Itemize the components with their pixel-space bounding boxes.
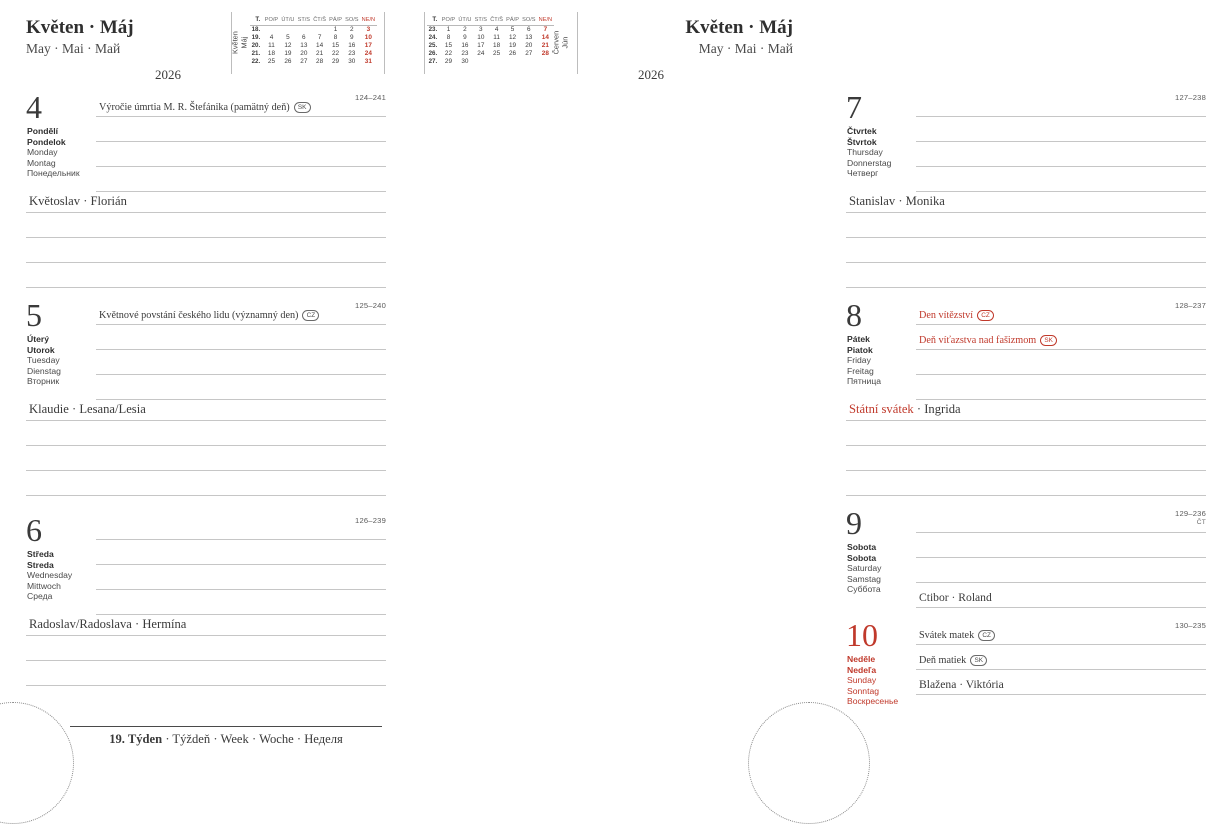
- mini-day: 27: [300, 57, 308, 65]
- weekday-ru: Пятница: [847, 376, 882, 387]
- left-page: [0, 0, 409, 768]
- left-header: [26, 16, 181, 83]
- nameday-line[interactable]: [916, 670, 1206, 695]
- mini-day: 9: [350, 33, 354, 41]
- weekday-sk: Utorok: [27, 344, 55, 355]
- mini-week-row: [250, 42, 377, 50]
- mini-day: 2: [350, 25, 354, 33]
- day-weekday-names: [847, 334, 881, 387]
- mini-day: 8: [333, 33, 338, 41]
- mini-day: [312, 25, 328, 34]
- note-text: Výročie úmrtia M. R. Štefánika (pamätný deň) SK: [99, 102, 311, 113]
- right-mini-month-label: Červen Jún: [550, 30, 569, 55]
- mini-day: 28: [316, 57, 324, 65]
- weekday-cs: Úterý: [27, 334, 49, 344]
- mini-day: 4: [269, 33, 274, 41]
- note-line[interactable]: [96, 350, 386, 375]
- weekday-en: Saturday: [847, 563, 882, 574]
- mini-day: 20: [525, 41, 533, 49]
- mini-day: 11: [493, 33, 500, 41]
- week-footer: [70, 726, 382, 747]
- mini-day: 14: [541, 33, 549, 41]
- nameday-text: Státní svátek · Ingrida: [849, 402, 961, 416]
- day-count-text: 129–236: [1175, 509, 1206, 518]
- weekday-sk: Sobota: [847, 552, 877, 563]
- mini-day: [489, 58, 505, 66]
- weekday-cs: Pondělí: [27, 126, 59, 136]
- day-of-year-count: 128–237: [1175, 301, 1206, 310]
- mini-day: 31: [364, 57, 372, 65]
- weekday-de: Montag: [27, 157, 56, 168]
- mini-day: 7: [317, 33, 322, 41]
- mini-day: 23: [461, 49, 469, 57]
- note-line[interactable]: [96, 515, 386, 540]
- weekday-cs: Čtvrtek: [847, 126, 877, 136]
- note-text-2: Deň matiek SK: [919, 655, 987, 666]
- right-page: [410, 0, 1206, 768]
- nameday-block: [26, 611, 386, 686]
- right-header: [638, 16, 793, 83]
- region-badge: SK: [970, 655, 987, 666]
- day-weekday-names: [847, 542, 881, 595]
- weekday-ru: Воскресенье: [847, 696, 899, 707]
- nameday-block: [846, 188, 1206, 288]
- day-week-mark: ČT: [1196, 519, 1206, 526]
- weekday-ru: Суббота: [847, 584, 881, 595]
- mini-col-week: T.: [427, 16, 440, 25]
- mini-day: 15: [444, 41, 453, 49]
- day-number: 6: [26, 512, 42, 548]
- mini-day: 26: [284, 57, 292, 65]
- mini-week-number: 21.: [251, 49, 261, 57]
- mini-day: 25: [493, 49, 501, 57]
- note-line[interactable]: [26, 238, 386, 263]
- mini-day: 1: [333, 25, 338, 33]
- mini-day: [280, 25, 296, 34]
- note-line[interactable]: [916, 558, 1206, 583]
- note-text: Svátek matek CZ: [919, 630, 995, 641]
- mini-day: [537, 58, 554, 66]
- mini-col-wed: ST/S: [296, 16, 312, 25]
- weekday-en: Sunday: [847, 675, 877, 686]
- mini-week-number: 19.: [251, 33, 261, 41]
- note-line[interactable]: [916, 533, 1206, 558]
- mini-week-number: 23.: [428, 25, 438, 33]
- mini-day: 3: [366, 25, 371, 33]
- mini-day: [521, 58, 538, 66]
- note-line[interactable]: [96, 325, 386, 350]
- day-number: 10: [846, 617, 878, 653]
- note-line[interactable]: [916, 325, 1206, 350]
- weekday-sk: Štvrtok: [847, 136, 877, 147]
- note-line[interactable]: [846, 421, 1206, 446]
- nameday-line[interactable]: [26, 396, 386, 421]
- mini-col-sat: SO/S: [521, 16, 538, 25]
- note-line[interactable]: [916, 645, 1206, 670]
- day-note-lines: [96, 515, 386, 615]
- mini-day: 5: [286, 33, 290, 41]
- note-line[interactable]: [26, 421, 386, 446]
- mini-col-week: T.: [250, 16, 263, 25]
- day-note-lines: [916, 508, 1206, 608]
- mini-week-number: 27.: [428, 57, 438, 65]
- mini-day: 21: [541, 41, 549, 49]
- nameday-line[interactable]: [846, 188, 1206, 213]
- weekday-ru: Среда: [27, 591, 53, 602]
- mini-day: 17: [477, 41, 485, 49]
- mini-day: 7: [543, 25, 548, 33]
- mini-day: 13: [525, 33, 533, 41]
- note-line[interactable]: [96, 117, 386, 142]
- day-note-lines: [96, 300, 386, 400]
- mini-day: 5: [510, 25, 515, 33]
- mini-week-row: [250, 34, 377, 42]
- mini-day: 24: [364, 49, 372, 57]
- mini-day: 3: [479, 25, 483, 33]
- mini-week-row: [427, 58, 554, 66]
- nameday-block: [26, 396, 386, 496]
- mini-col-tue: ÚT/U: [457, 16, 473, 25]
- mini-day: 21: [316, 49, 324, 57]
- mini-day: 28: [541, 49, 549, 57]
- region-badge: CZ: [977, 310, 994, 321]
- left-header-title: Květen · Máj: [26, 17, 134, 38]
- note-text: Květnové povstání českého lidu (významný den) CZ: [99, 310, 319, 321]
- nameday-text: Květoslav · Florián: [29, 194, 127, 208]
- right-year: 2026: [638, 67, 664, 83]
- weekday-en: Thursday: [847, 147, 883, 158]
- day-of-year-count: 125–240: [355, 301, 386, 310]
- mini-day: [505, 58, 521, 66]
- region-badge: CZ: [978, 630, 995, 641]
- weekday-cs: Středa: [27, 549, 54, 559]
- right-mini-calendar: [427, 16, 554, 66]
- mini-day: 8: [446, 33, 451, 41]
- mini-day: 10: [477, 33, 485, 41]
- mini-week-number: 22.: [251, 57, 261, 65]
- day-number: 9: [846, 505, 862, 541]
- region-badge: CZ: [302, 310, 319, 321]
- weekday-de: Dienstag: [27, 365, 61, 376]
- note-line[interactable]: [96, 300, 386, 325]
- left-mini-calendar: [250, 16, 377, 66]
- mini-week-row: [427, 34, 554, 42]
- nameday-text: Radoslav/Radoslava · Hermína: [29, 617, 187, 631]
- note-line[interactable]: [916, 300, 1206, 325]
- mini-day: 18: [267, 49, 276, 57]
- mini-day: 29: [331, 57, 340, 65]
- weekday-de: Samstag: [847, 573, 881, 584]
- nameday-line[interactable]: [26, 188, 386, 213]
- mini-day: 17: [364, 41, 372, 49]
- weekday-ru: Понедельник: [27, 168, 80, 179]
- mini-week-number: 26.: [428, 49, 438, 57]
- mini-day: 27: [525, 49, 533, 57]
- day-number: 4: [26, 89, 42, 125]
- weekday-ru: Четверг: [847, 168, 879, 179]
- mini-day: [296, 25, 312, 34]
- nameday-line[interactable]: [916, 583, 1206, 608]
- note-line[interactable]: [916, 142, 1206, 167]
- note-line[interactable]: [96, 540, 386, 565]
- weekday-en: Friday: [847, 355, 871, 366]
- mini-col-mon: PO/P: [440, 16, 457, 25]
- note-line[interactable]: [26, 471, 386, 496]
- weekday-en: Wednesday: [27, 570, 73, 581]
- note-line[interactable]: [846, 263, 1206, 288]
- note-line[interactable]: [846, 238, 1206, 263]
- weekday-sk: Nedeľa: [847, 664, 877, 675]
- nameday-block: [26, 188, 386, 288]
- day-note-lines: [916, 620, 1206, 695]
- left-year: 2026: [155, 67, 181, 83]
- mini-day: 22: [331, 49, 340, 57]
- weekday-sk: Pondelok: [27, 136, 66, 147]
- note-text-2: Deň víťazstva nad fašizmom SK: [919, 335, 1057, 346]
- left-mini-month-label: Květen Máj: [229, 31, 248, 54]
- weekday-de: Sonntag: [847, 685, 880, 696]
- mini-week-row: [250, 25, 377, 34]
- note-line[interactable]: [916, 508, 1206, 533]
- mini-week-row: [427, 25, 554, 34]
- weekday-cs: Neděle: [847, 654, 876, 664]
- day-note-lines: [96, 92, 386, 192]
- note-line[interactable]: [26, 661, 386, 686]
- note-line[interactable]: [916, 117, 1206, 142]
- mini-day: 30: [348, 57, 356, 65]
- note-line[interactable]: [96, 565, 386, 590]
- weekday-cs: Sobota: [847, 542, 877, 552]
- mini-day: 2: [463, 25, 467, 33]
- mini-week-number: 24.: [428, 33, 438, 41]
- mini-col-fri: PÁ/P: [328, 16, 344, 25]
- mini-day: [263, 25, 280, 34]
- day-weekday-names: [27, 549, 72, 602]
- day-of-year-count: 127–238: [1175, 93, 1206, 102]
- weekday-de: Donnerstag: [847, 157, 892, 168]
- mini-week-row: [250, 58, 377, 66]
- weekday-de: Mittwoch: [27, 580, 61, 591]
- mini-day: 10: [364, 33, 372, 41]
- mini-col-sat: SO/S: [344, 16, 361, 25]
- mini-week-number: 20.: [251, 41, 261, 49]
- note-line[interactable]: [916, 92, 1206, 117]
- mini-day: 19: [508, 41, 517, 49]
- weekday-de: Freitag: [847, 365, 874, 376]
- mini-day: 19: [284, 49, 292, 57]
- note-line[interactable]: [916, 350, 1206, 375]
- mini-day: 11: [268, 41, 275, 49]
- nameday-name: Ingrida: [924, 402, 961, 416]
- day-number: 5: [26, 297, 42, 333]
- note-line[interactable]: [26, 636, 386, 661]
- nameday-text: Klaudie · Lesana/Lesia: [29, 402, 146, 416]
- day-number: 8: [846, 297, 862, 333]
- note-line[interactable]: [26, 446, 386, 471]
- note-text: Den vítězství CZ: [919, 310, 994, 321]
- mini-day: 26: [508, 49, 517, 57]
- day-weekday-names: [847, 126, 891, 179]
- mini-day: 18: [493, 41, 501, 49]
- mini-week-row: [250, 50, 377, 58]
- mini-col-wed: ST/S: [473, 16, 489, 25]
- weekday-sk: Streda: [27, 559, 54, 570]
- nameday-text: Stanislav · Monika: [849, 194, 945, 208]
- mini-day: 23: [348, 49, 356, 57]
- day-note-lines: [916, 92, 1206, 192]
- mini-day: 1: [446, 25, 451, 33]
- mini-day: 20: [300, 49, 308, 57]
- mini-col-fri: PÁ/P: [505, 16, 521, 25]
- mini-header-row: [427, 16, 554, 25]
- mini-week-number: 18.: [251, 25, 261, 33]
- mini-day: 16: [461, 41, 469, 49]
- nameday-line[interactable]: [26, 611, 386, 636]
- note-line[interactable]: [846, 213, 1206, 238]
- mini-day: 13: [300, 41, 308, 49]
- nameday-text: Blažena · Viktória: [919, 678, 1004, 691]
- weekday-ru: Вторник: [27, 376, 60, 387]
- note-line[interactable]: [846, 471, 1206, 496]
- week-languages: · Týždeň · Week · Woche · Неделя: [165, 732, 343, 746]
- mini-day: [473, 58, 489, 66]
- mini-day: 30: [461, 57, 469, 65]
- mini-col-mon: PO/P: [263, 16, 280, 25]
- mini-week-row: [427, 42, 554, 50]
- nameday-holiday: Státní svátek: [849, 402, 914, 416]
- mini-day: 9: [463, 33, 467, 41]
- mini-col-tue: ÚT/U: [280, 16, 296, 25]
- day-weekday-names: [27, 126, 80, 179]
- day-note-lines: [916, 300, 1206, 400]
- right-header-subtitle: May · Mai · Май: [698, 40, 793, 56]
- weekday-en: Monday: [27, 147, 58, 158]
- day-number: 7: [846, 89, 862, 125]
- mini-day: 4: [494, 25, 499, 33]
- mini-week-number: 25.: [428, 41, 438, 49]
- day-weekday-names: [847, 654, 898, 707]
- mini-week-row: [427, 50, 554, 58]
- mini-day: 16: [348, 41, 356, 49]
- right-header-title: Květen · Máj: [685, 17, 793, 38]
- note-line[interactable]: [96, 92, 386, 117]
- mini-col-thu: ČT/Š: [489, 16, 505, 25]
- mini-day: 29: [444, 57, 453, 65]
- day-of-year-count: 124–241: [355, 93, 386, 102]
- week-number: 19. Týden: [109, 732, 163, 746]
- note-line[interactable]: [916, 620, 1206, 645]
- mini-col-thu: ČT/Š: [312, 16, 328, 25]
- nameday-text: Ctibor · Roland: [919, 591, 992, 604]
- mini-header-row: [250, 16, 377, 25]
- mini-col-sun: NE/N: [360, 16, 377, 25]
- mini-day: 25: [267, 57, 276, 65]
- mini-day: 6: [302, 33, 306, 41]
- note-line[interactable]: [96, 142, 386, 167]
- note-line[interactable]: [26, 263, 386, 288]
- left-header-subtitle: May · Mai · Май: [26, 40, 121, 56]
- mini-day: 24: [477, 49, 485, 57]
- region-badge: SK: [1040, 335, 1057, 346]
- mini-day: 14: [316, 41, 324, 49]
- day-weekday-names: [27, 334, 61, 387]
- region-badge: SK: [294, 102, 311, 113]
- mini-day: 15: [331, 41, 340, 49]
- mini-col-sun: NE/N: [537, 16, 554, 25]
- day-of-year-count: 130–235: [1175, 621, 1206, 630]
- nameday-block: [846, 396, 1206, 496]
- day-of-year-count: 126–239: [355, 516, 386, 525]
- weekday-cs: Pátek: [847, 334, 870, 344]
- corner-arc-right: [748, 702, 870, 824]
- mini-day: 12: [284, 41, 292, 49]
- weekday-sk: Piatok: [847, 344, 873, 355]
- mini-day: 22: [444, 49, 453, 57]
- nameday-line[interactable]: [846, 396, 1206, 421]
- mini-day: 6: [527, 25, 531, 33]
- note-line[interactable]: [846, 446, 1206, 471]
- note-line[interactable]: [26, 213, 386, 238]
- mini-day: 12: [508, 33, 517, 41]
- weekday-en: Tuesday: [27, 355, 60, 366]
